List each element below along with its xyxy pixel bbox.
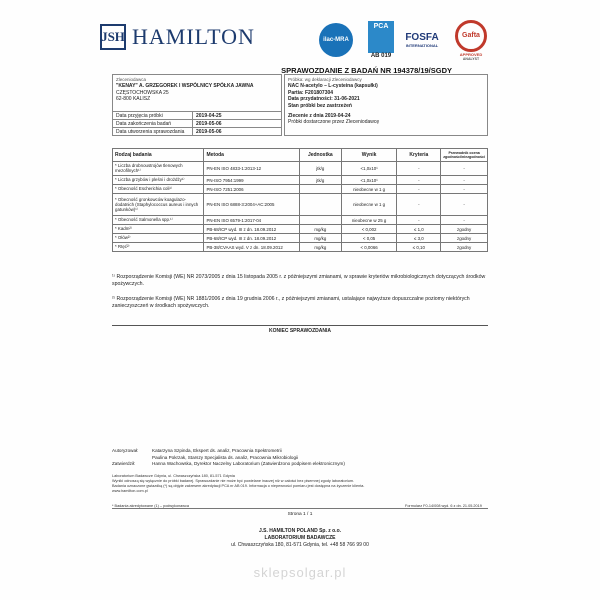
table-cell: [299, 216, 341, 225]
sample-box: [284, 74, 488, 136]
table-cell: zgodny: [441, 243, 488, 252]
lab-address: ul. Chwaszczyńska 180, 81-571 Gdynia, tel. +48 58 766 99 00: [231, 542, 369, 548]
sample-label: Próbka: wg deklaracji Zleceniodawcy: [288, 77, 362, 82]
footer-note: * Badania akredytowane (1) – podwykonawca: [112, 504, 190, 508]
column-header: Metoda: [204, 149, 299, 162]
authors-block: [112, 448, 345, 468]
column-header: Jednostka: [299, 149, 341, 162]
date-row: [112, 120, 282, 128]
table-header-row: [113, 149, 488, 162]
sample-expiry: Data przydatności: 31-06-2021: [288, 96, 360, 103]
table-cell: mg/kg: [299, 234, 341, 243]
ilac-mra-logo: [315, 18, 357, 62]
client-section: [112, 74, 282, 136]
table-row: [113, 234, 488, 243]
table-cell: nieobecne w 1 g: [341, 194, 397, 216]
table-row: [113, 176, 488, 185]
table-row: [113, 194, 488, 216]
sample-state: Stan próbki bez zastrzeżeń: [288, 102, 352, 109]
pca-sub: AB 019: [370, 53, 392, 59]
table-cell: * Obecność Salmonella spp.¹⁾: [113, 216, 204, 225]
table-row: [113, 243, 488, 252]
fine-line: Wyniki odnoszą się wyłącznie do próbki badanej. Sprawozdanie nie może być powielane inaczej niż w całości bez pisemnej zgody laboratorium.: [112, 479, 355, 483]
results-table: [112, 148, 488, 252]
table-cell: mg/kg: [299, 243, 341, 252]
client-street: CZĘSTOCHOWSKA 25: [116, 89, 169, 96]
gafta-sub2: ANALYST: [462, 56, 480, 61]
footnote-1: ¹⁾ Rozporządzenie Komisji (WE) NR 2073/2005 z dnia 15 listopada 2005 r. z późniejszymi zmianami, w sprawie kryteriów mikrobiologicznych dotyczących środków spożywczych.: [112, 274, 486, 287]
table-cell: ≤ 3,0: [397, 234, 441, 243]
client-name: "KENAY" A. GRZEGOREK I WSPÓLNICY SPÓŁKA JAWNA: [116, 83, 254, 90]
table-cell: PN-EN ISO 4833-1:2013-12: [204, 162, 299, 176]
sample-delivered: Próbki dostarczone przez Zleceniodawcę: [288, 119, 380, 126]
end-of-report: KONIEC SPRAWOZDANIA: [112, 325, 488, 334]
ilac-mark: ilac-MRA: [319, 23, 353, 57]
table-cell: [299, 194, 341, 216]
gafta-sub: APPROVED: [459, 51, 483, 57]
table-cell: * Rtęć²⁾: [113, 243, 204, 252]
hamilton-logo: [100, 24, 255, 50]
client-city: 62-800 KALISZ: [116, 96, 151, 103]
date-label: Data utworzenia sprawozdania: [113, 128, 193, 135]
table-cell: * Liczba drobnoustrojów tlenowych mezofilnych¹⁾: [113, 162, 204, 176]
form-number: Formularz F0-14/008 wyd. 6 z dn. 21.05.2019: [405, 504, 482, 508]
fine-print: [112, 474, 492, 494]
gafta-logo: [450, 18, 492, 62]
table-cell: < 0,002: [341, 225, 397, 234]
author-line: Katarzyna Szpinda, Ekspert ds. analiz, Pracownia Spektrometrii: [152, 448, 282, 453]
table-cell: [299, 185, 341, 194]
table-cell: PB-38/CVAAS wyd. V z dn. 18.09.2012: [204, 243, 299, 252]
fine-line: www.hamilton.com.pl: [112, 489, 148, 493]
table-cell: -: [397, 185, 441, 194]
footnote-2: ²⁾ Rozporządzenie Komisji (WE) NR 1881/2006 z dnia 19 grudnia 2006 r., z późniejszymi zmianami, ustalające najwyższe dopuszczalne poziomy niektórych zanieczyszczeń w środkach spożywczych.: [112, 296, 470, 309]
table-cell: -: [441, 194, 488, 216]
table-cell: * Kadm²⁾: [113, 225, 204, 234]
lab-name: LABORATORIUM BADAWCZE: [264, 535, 336, 541]
table-cell: PB-68/ICP wyd. III z dn. 18.09.2012: [204, 234, 299, 243]
table-cell: PN-ISO 7251:2006: [204, 185, 299, 194]
table-cell: -: [441, 216, 488, 225]
date-row: [112, 112, 282, 120]
gafta-mark: Gafta: [455, 20, 487, 52]
page-number: Strona 1 / 1: [287, 512, 313, 517]
table-cell: <1,0x10¹: [341, 162, 397, 176]
table-cell: * Ołów²⁾: [113, 234, 204, 243]
date-value: 2019-04-25: [196, 112, 222, 119]
table-cell: -: [441, 162, 488, 176]
table-cell: -: [441, 176, 488, 185]
fosfa-logo: [400, 18, 444, 62]
pca-mark: PCA: [368, 21, 394, 53]
column-header: Rodzaj badania: [113, 149, 204, 162]
column-header: Przewodnik ocena zgodności/niezgodności: [441, 149, 488, 162]
client-box: [112, 74, 282, 112]
table-cell: * Obecność gronkowców koagulazo-dodatnich (Staphylococcus aureus i innych gatunków)¹⁾: [113, 194, 204, 216]
authorized-label: Autoryzował:: [112, 448, 139, 453]
table-cell: zgodny: [441, 234, 488, 243]
column-header: Kryteria: [397, 149, 441, 162]
fine-line: Laboratorium Badawcze Gdynia, ul. Chwaszczyńska 180, 81-571 Gdynia: [112, 474, 235, 478]
table-cell: mg/kg: [299, 225, 341, 234]
date-row: [112, 128, 282, 136]
table-cell: PB-68/ICP wyd. III z dn. 18.09.2012: [204, 225, 299, 234]
table-row: [113, 225, 488, 234]
sample-section: [284, 74, 488, 136]
table-cell: jtk/g: [299, 176, 341, 185]
date-value: 2019-05-06: [196, 128, 222, 135]
author-line: Hanna Wachowska, Dyrektor Naczelny Laboratorium (Zatwierdzono podpisem elektronicznym): [152, 461, 345, 466]
date-label: Data zakończenia badań: [113, 120, 193, 127]
table-cell: <1,0x10¹: [341, 176, 397, 185]
table-cell: -: [441, 185, 488, 194]
date-label: Data przyjęcia próbki: [113, 112, 193, 119]
sample-order: Zlecenie z dnia 2019-04-24: [288, 113, 351, 120]
company-name: J.S. HAMILTON POLAND Sp. z o.o.: [258, 528, 342, 534]
fosfa-sub: INTERNATIONAL: [405, 43, 439, 48]
table-cell: -: [397, 176, 441, 185]
report-title: SPRAWOZDANIE Z BADAŃ NR 194378/19/SGDY: [281, 66, 452, 75]
table-cell: ≤ 1,0: [397, 225, 441, 234]
logo-text: HAMILTON: [132, 24, 255, 49]
table-cell: nieobecne w 1 g: [341, 185, 397, 194]
sample-name: NAC N-acetylo – L-cysteina (kapsułki): [288, 83, 378, 90]
table-cell: < 0,05: [341, 234, 397, 243]
client-label: Zleceniodawca: [116, 77, 147, 82]
table-row: [113, 216, 488, 225]
approved-label: Zatwierdził:: [112, 461, 136, 466]
table-cell: jtk/g: [299, 162, 341, 176]
table-cell: -: [397, 216, 441, 225]
table-cell: -: [397, 162, 441, 176]
table-row: [113, 185, 488, 194]
table-cell: PN-ISO 7954:1999: [204, 176, 299, 185]
table-cell: < 0,0066: [341, 243, 397, 252]
fosfa-mark: FOSFA: [405, 32, 439, 43]
fine-line: Badania oznaczone gwiazdką (*) są objęte zakresem akredytacji PCA nr AB 019. Informacja o niepewności pomiaru jest dostępna na życzenie klienta.: [112, 484, 365, 488]
footer-divider: [112, 508, 488, 509]
author-line: Paulina Pokrzak, Starszy Specjalista ds. analiz, Pracownia Mikrobiologii: [152, 454, 299, 460]
watermark: sklepsolgar.pl: [253, 565, 347, 580]
table-cell: PN-EN ISO 6888-3:2004+AC:2005: [204, 194, 299, 216]
lab-footer: [0, 528, 600, 549]
date-value: 2019-05-06: [196, 120, 222, 127]
table-cell: * Liczba grzybów i pleśni i drożdży¹⁾: [113, 176, 204, 185]
table-row: [113, 162, 488, 176]
column-header: Wynik: [341, 149, 397, 162]
results-body: [113, 162, 488, 252]
table-cell: PN-EN ISO 6579-1:2017-04: [204, 216, 299, 225]
table-cell: * Obecność Escherichia coli¹⁾: [113, 185, 204, 194]
table-cell: zgodny: [441, 225, 488, 234]
table-cell: nieobecne w 25 g: [341, 216, 397, 225]
sample-batch: Partia: F201807304: [288, 89, 334, 96]
logo-mark: JSH: [100, 24, 126, 50]
table-cell: -: [397, 194, 441, 216]
table-cell: ≤ 0,10: [397, 243, 441, 252]
pca-logo: [360, 18, 402, 62]
